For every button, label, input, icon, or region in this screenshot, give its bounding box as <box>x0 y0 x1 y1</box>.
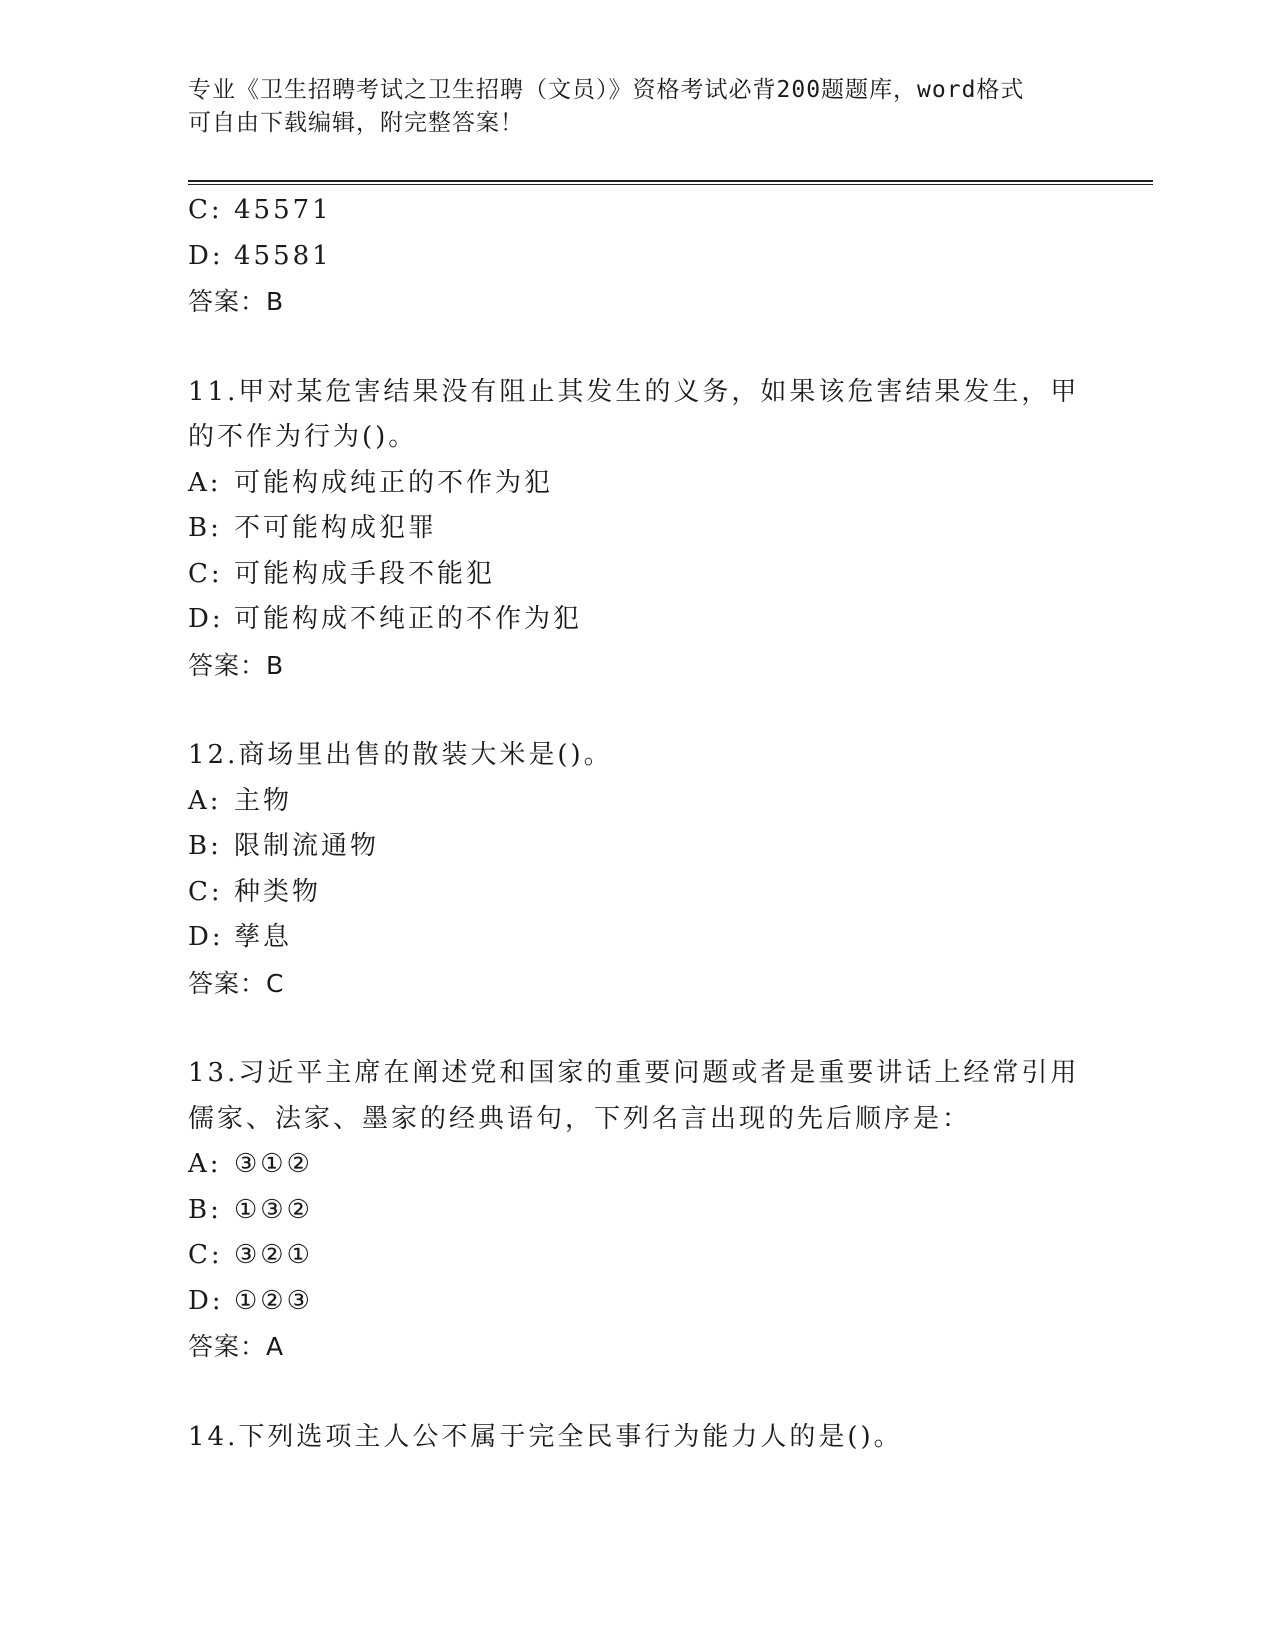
question-11 <box>188 370 1088 689</box>
option-text: 限制流通物 <box>234 831 380 861</box>
option-text: 可能构成纯正的不作为犯 <box>234 467 554 498</box>
option-d <box>188 1279 1088 1325</box>
option-label: B: <box>188 513 222 543</box>
option-label: C: <box>188 558 223 589</box>
option-label: C: <box>188 1240 223 1270</box>
option-b <box>188 1188 1088 1234</box>
question-text-continued: 的不作为行为()。 <box>188 422 418 452</box>
option-label: D: <box>188 922 224 952</box>
answer-line: 答案：B <box>188 287 285 316</box>
option-b <box>188 824 1088 870</box>
option-c <box>188 1233 1088 1279</box>
option-text: ③②① <box>234 1240 313 1270</box>
option-d <box>188 234 1088 280</box>
question-text: 12.商场里出售的散装大米是()。 <box>188 740 613 770</box>
option-label: C: <box>188 195 223 225</box>
question-13 <box>188 1051 1088 1370</box>
option-label: D: <box>188 604 224 634</box>
option-a <box>188 1142 1088 1188</box>
question-text-continued: 儒家、法家、墨家的经典语句，下列名言出现的先后顺序是： <box>188 1103 972 1134</box>
header-title-line-2: 可自由下载编辑，附完整答案！ <box>188 110 524 136</box>
option-text: 孳息 <box>234 922 293 952</box>
option-text: 不可能构成犯罪 <box>234 513 438 543</box>
question-text: 13.习近平主席在阐述党和国家的重要问题或者是重要讲话上经常引用 <box>188 1058 1080 1088</box>
option-label: A: <box>188 1149 222 1179</box>
answer-line: 答案：B <box>188 650 285 680</box>
option-a <box>188 779 1088 825</box>
question-list <box>188 188 1088 1460</box>
option-c <box>188 870 1088 916</box>
option-label: B: <box>188 1194 222 1225</box>
option-c <box>188 552 1088 598</box>
option-c <box>188 188 1088 234</box>
option-a <box>188 461 1088 507</box>
answer-line: 答案：A <box>188 1332 285 1361</box>
option-label: C: <box>188 876 223 907</box>
option-label: B: <box>188 831 222 861</box>
option-label: D: <box>188 1285 224 1316</box>
option-text: ①②③ <box>234 1285 313 1316</box>
question-text: 11.甲对某危害结果没有阻止其发生的义务，如果该危害结果发生，甲 <box>188 376 1080 407</box>
option-text: 45581 <box>234 240 332 271</box>
option-text: 种类物 <box>234 876 322 907</box>
option-text: 主物 <box>234 785 293 816</box>
header-title-line-1: 专业《卫生招聘考试之卫生招聘（文员）》资格考试必背200题题库，word格式 <box>188 77 1025 103</box>
option-label: A: <box>188 467 222 498</box>
option-label: A: <box>188 785 222 816</box>
option-b <box>188 506 1088 552</box>
document-header <box>188 74 1088 140</box>
question-text: 14.下列选项主人公不属于完全民事行为能力人的是()。 <box>188 1421 903 1452</box>
option-text: ③①② <box>234 1149 313 1179</box>
option-d <box>188 915 1088 961</box>
answer-line: 答案：C <box>188 968 285 998</box>
option-text: 45571 <box>234 195 332 225</box>
question-14 <box>188 1415 1088 1461</box>
option-text: 可能构成不纯正的不作为犯 <box>234 604 583 634</box>
option-d <box>188 597 1088 643</box>
question-12 <box>188 733 1088 1006</box>
option-text: ①③② <box>234 1194 313 1225</box>
header-divider <box>188 180 1153 185</box>
option-label: D: <box>188 240 224 271</box>
option-text: 可能构成手段不能犯 <box>234 558 496 589</box>
